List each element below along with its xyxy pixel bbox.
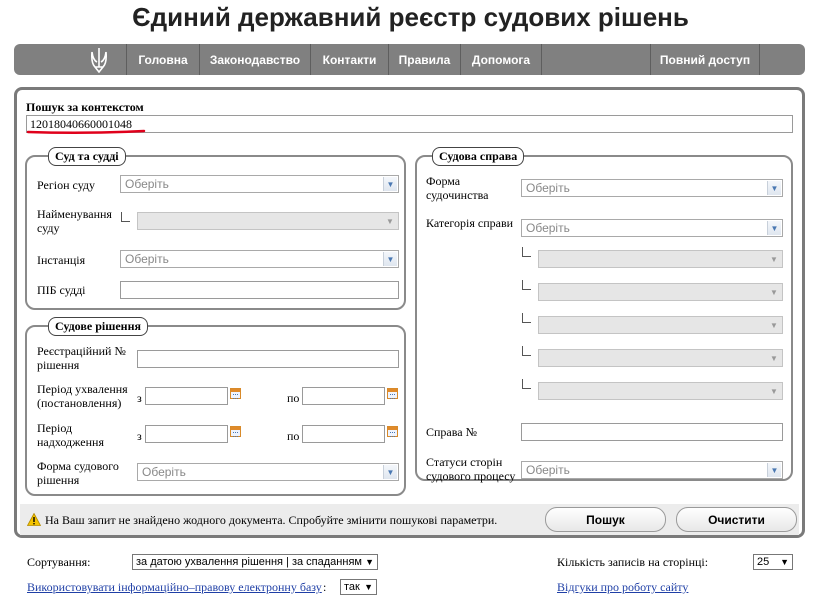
period-adopt-from-label: з [137,391,142,405]
subcategory-select-1[interactable] [538,250,783,268]
period-adopt-label: Період ухвалення (постановлення) [37,382,128,410]
sort-label: Сортування: [27,555,91,569]
message-bar [20,504,799,535]
context-search-label: Пошук за контекстом [26,100,144,114]
calendar-icon[interactable] [230,426,241,437]
instance-select[interactable]: Оберіть ▼ [120,250,399,268]
chevron-down-icon: ▼ [770,254,778,264]
trident-icon[interactable] [71,44,126,75]
per-page-label: Кількість записів на сторінці: [557,555,709,569]
info-base-select[interactable]: так ▼ [340,579,377,595]
info-base-link[interactable]: Використовувати інформаційно–правову електронну базу [27,580,322,594]
period-adopt-to-input[interactable] [302,387,385,405]
case-fieldset [415,149,793,483]
judge-label: ПІБ судді [37,283,86,297]
calendar-icon[interactable] [387,388,398,399]
subcategory-select-5[interactable] [538,382,783,400]
court-name-label: Найменування суду [37,207,112,235]
chevron-down-icon: ▼ [767,463,781,477]
judge-input[interactable] [120,281,399,299]
feedback-link[interactable]: Відгуки про роботу сайту [557,580,689,594]
case-number-input[interactable] [521,423,783,441]
reg-number-label: Реєстраційний № рішення [37,344,126,372]
clear-button[interactable]: Очистити [676,507,797,532]
chevron-down-icon: ▼ [383,252,397,266]
proceeding-form-select[interactable]: Оберіть ▼ [521,179,783,197]
search-button[interactable]: Пошук [545,507,666,532]
tree-connector-icon [121,212,130,222]
proceeding-form-label: Форма судочинства [426,174,489,202]
calendar-icon[interactable] [230,388,241,399]
nav-rules[interactable]: Правила [388,44,460,75]
tree-connector-icon [522,313,531,323]
triangle-down-icon: ▼ [780,557,789,567]
period-receipt-from-label: з [137,429,142,443]
context-search-input[interactable]: 12018040660001048 [26,115,793,133]
party-statuses-select[interactable]: Оберіть ▼ [521,461,783,479]
chevron-down-icon: ▼ [770,287,778,297]
nav-help[interactable]: Допомога [460,44,542,75]
tree-connector-icon [522,346,531,356]
search-form-panel [14,87,805,538]
no-results-message: На Ваш запит не знайдено жодного документа. Спробуйте змінити пошукові параметри. [45,513,498,527]
calendar-icon[interactable] [387,426,398,437]
warning-icon [27,513,41,526]
tree-connector-icon [522,280,531,290]
period-adopt-to-label: по [287,391,300,405]
subcategory-select-3[interactable] [538,316,783,334]
reg-number-input[interactable] [137,350,399,368]
chevron-down-icon: ▼ [386,216,394,226]
case-category-label: Категорія справи [426,216,514,230]
chevron-down-icon: ▼ [770,386,778,396]
region-select[interactable]: Оберіть ▼ [120,175,399,193]
court-name-select[interactable] [137,212,399,230]
triangle-down-icon: ▼ [364,582,373,592]
case-number-label: Справа № [426,425,478,439]
decision-form-label: Форма судового рішення [37,459,119,487]
decision-form-select[interactable]: Оберіть ▼ [137,463,399,481]
period-adopt-from-input[interactable] [145,387,228,405]
decision-legend: Судове рішення [48,317,148,336]
period-receipt-from-input[interactable] [145,425,228,443]
info-base-colon: : [323,580,327,594]
red-underline-annotation [26,129,146,135]
nav-legislation[interactable]: Законодавство [199,44,310,75]
main-navbar [14,44,805,75]
nav-home[interactable]: Головна [126,44,199,75]
party-statuses-label: Статуси сторін судового процесу [426,455,516,483]
period-receipt-to-label: по [287,429,300,443]
chevron-down-icon: ▼ [770,320,778,330]
court-legend: Суд та судді [48,147,126,166]
subcategory-select-2[interactable] [538,283,783,301]
chevron-down-icon: ▼ [770,353,778,363]
period-receipt-label: Період надходження [37,421,104,449]
court-fieldset [25,149,406,310]
nav-contacts[interactable]: Контакти [310,44,388,75]
site-title: Єдиний державний реєстр судових рішень [132,2,689,32]
decision-fieldset [25,319,406,496]
instance-label: Інстанція [37,253,86,267]
region-label: Регіон суду [37,178,96,192]
nav-full-access[interactable]: Повний доступ [650,44,760,75]
chevron-down-icon: ▼ [767,181,781,195]
tree-connector-icon [522,247,531,257]
chevron-down-icon: ▼ [383,177,397,191]
chevron-down-icon: ▼ [383,465,397,479]
subcategory-select-4[interactable] [538,349,783,367]
tree-connector-icon [522,379,531,389]
case-legend: Судова справа [432,147,524,166]
sort-select[interactable]: за датою ухвалення рішення | за спаданням ▼ [132,554,378,570]
period-receipt-to-input[interactable] [302,425,385,443]
chevron-down-icon: ▼ [767,221,781,235]
case-category-select[interactable]: Оберіть ▼ [521,219,783,237]
triangle-down-icon: ▼ [365,557,374,567]
per-page-select[interactable]: 25 ▼ [753,554,793,570]
